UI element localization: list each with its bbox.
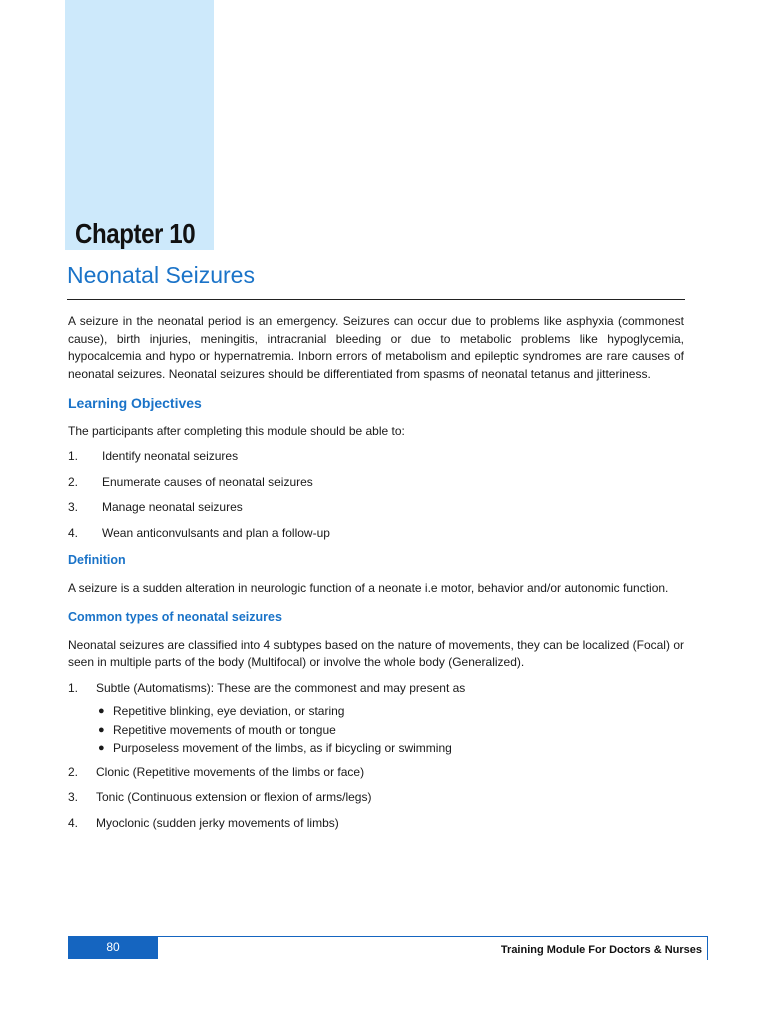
list-item: 2. Clonic (Repetitive movements of the limbs or face) — [68, 764, 365, 779]
chapter-title: Neonatal Seizures — [67, 262, 255, 288]
footer-title: Training Module For Doctors & Nurses — [500, 944, 702, 956]
learning-objectives-heading: Learning Objectives — [68, 395, 202, 411]
types-lead: Neonatal seizures are classified into 4 subtypes based on the nature of movements, they can be localized (Focal) or seen in multiple parts of the body (Multifocal) or involve the whole body (Generalized). — [68, 637, 684, 669]
bullet-item: ● Purposeless movement of the limbs, as if bicycling or swimming — [98, 741, 452, 755]
subtle-bullets — [68, 703, 684, 758]
chapter-header-block — [65, 0, 214, 250]
definition-text: A seizure is a sudden alteration in neurologic function of a neonate i.e motor, behavior and/or autonomic function. — [68, 580, 669, 595]
types-list — [68, 680, 684, 698]
list-item: 4. Myoclonic (sudden jerky movements of limbs) — [68, 815, 339, 830]
types-list-continued — [68, 764, 684, 833]
page-number: 80 — [68, 937, 158, 959]
objectives-list — [68, 448, 684, 542]
definition-heading: Definition — [68, 553, 126, 567]
list-item: 1. Subtle (Automatisms): These are the commonest and may present as — [68, 680, 466, 695]
list-item: 4. Wean anticonvulsants and plan a follow-up — [68, 525, 330, 540]
list-item: 2. Enumerate causes of neonatal seizures — [68, 474, 313, 489]
title-divider — [67, 299, 685, 300]
page-content — [68, 313, 684, 840]
bullet-item: ● Repetitive movements of mouth or tongue — [98, 722, 336, 737]
list-item: 1. Identify neonatal seizures — [68, 449, 239, 463]
list-item: 3. Tonic (Continuous extension or flexion of arms/legs) — [68, 790, 372, 804]
intro-paragraph: A seizure in the neonatal period is an emergency. Seizures can occur due to problems like asphyxia (commonest cause), birth injuries, meningitis, intracranial bleeding or due to metabolic problems like hypoglycemia, hypocalcemia and hypo or hypernatremia. Inborn errors of metabolism and epileptic syndromes are rare causes of neonatal seizures. Neonatal seizures should be differentiated from spasms of neonatal tetanus and jitteriness. — [68, 314, 684, 381]
types-heading: Common types of neonatal seizures — [68, 610, 282, 624]
chapter-label: Chapter 10 — [75, 218, 196, 249]
footer-edge — [707, 936, 708, 960]
list-item: 3. Manage neonatal seizures — [68, 500, 243, 514]
objectives-lead: The participants after completing this module should be able to: — [68, 423, 405, 438]
bullet-item: ● Repetitive blinking, eye deviation, or staring — [98, 704, 345, 718]
footer-divider — [68, 936, 708, 937]
